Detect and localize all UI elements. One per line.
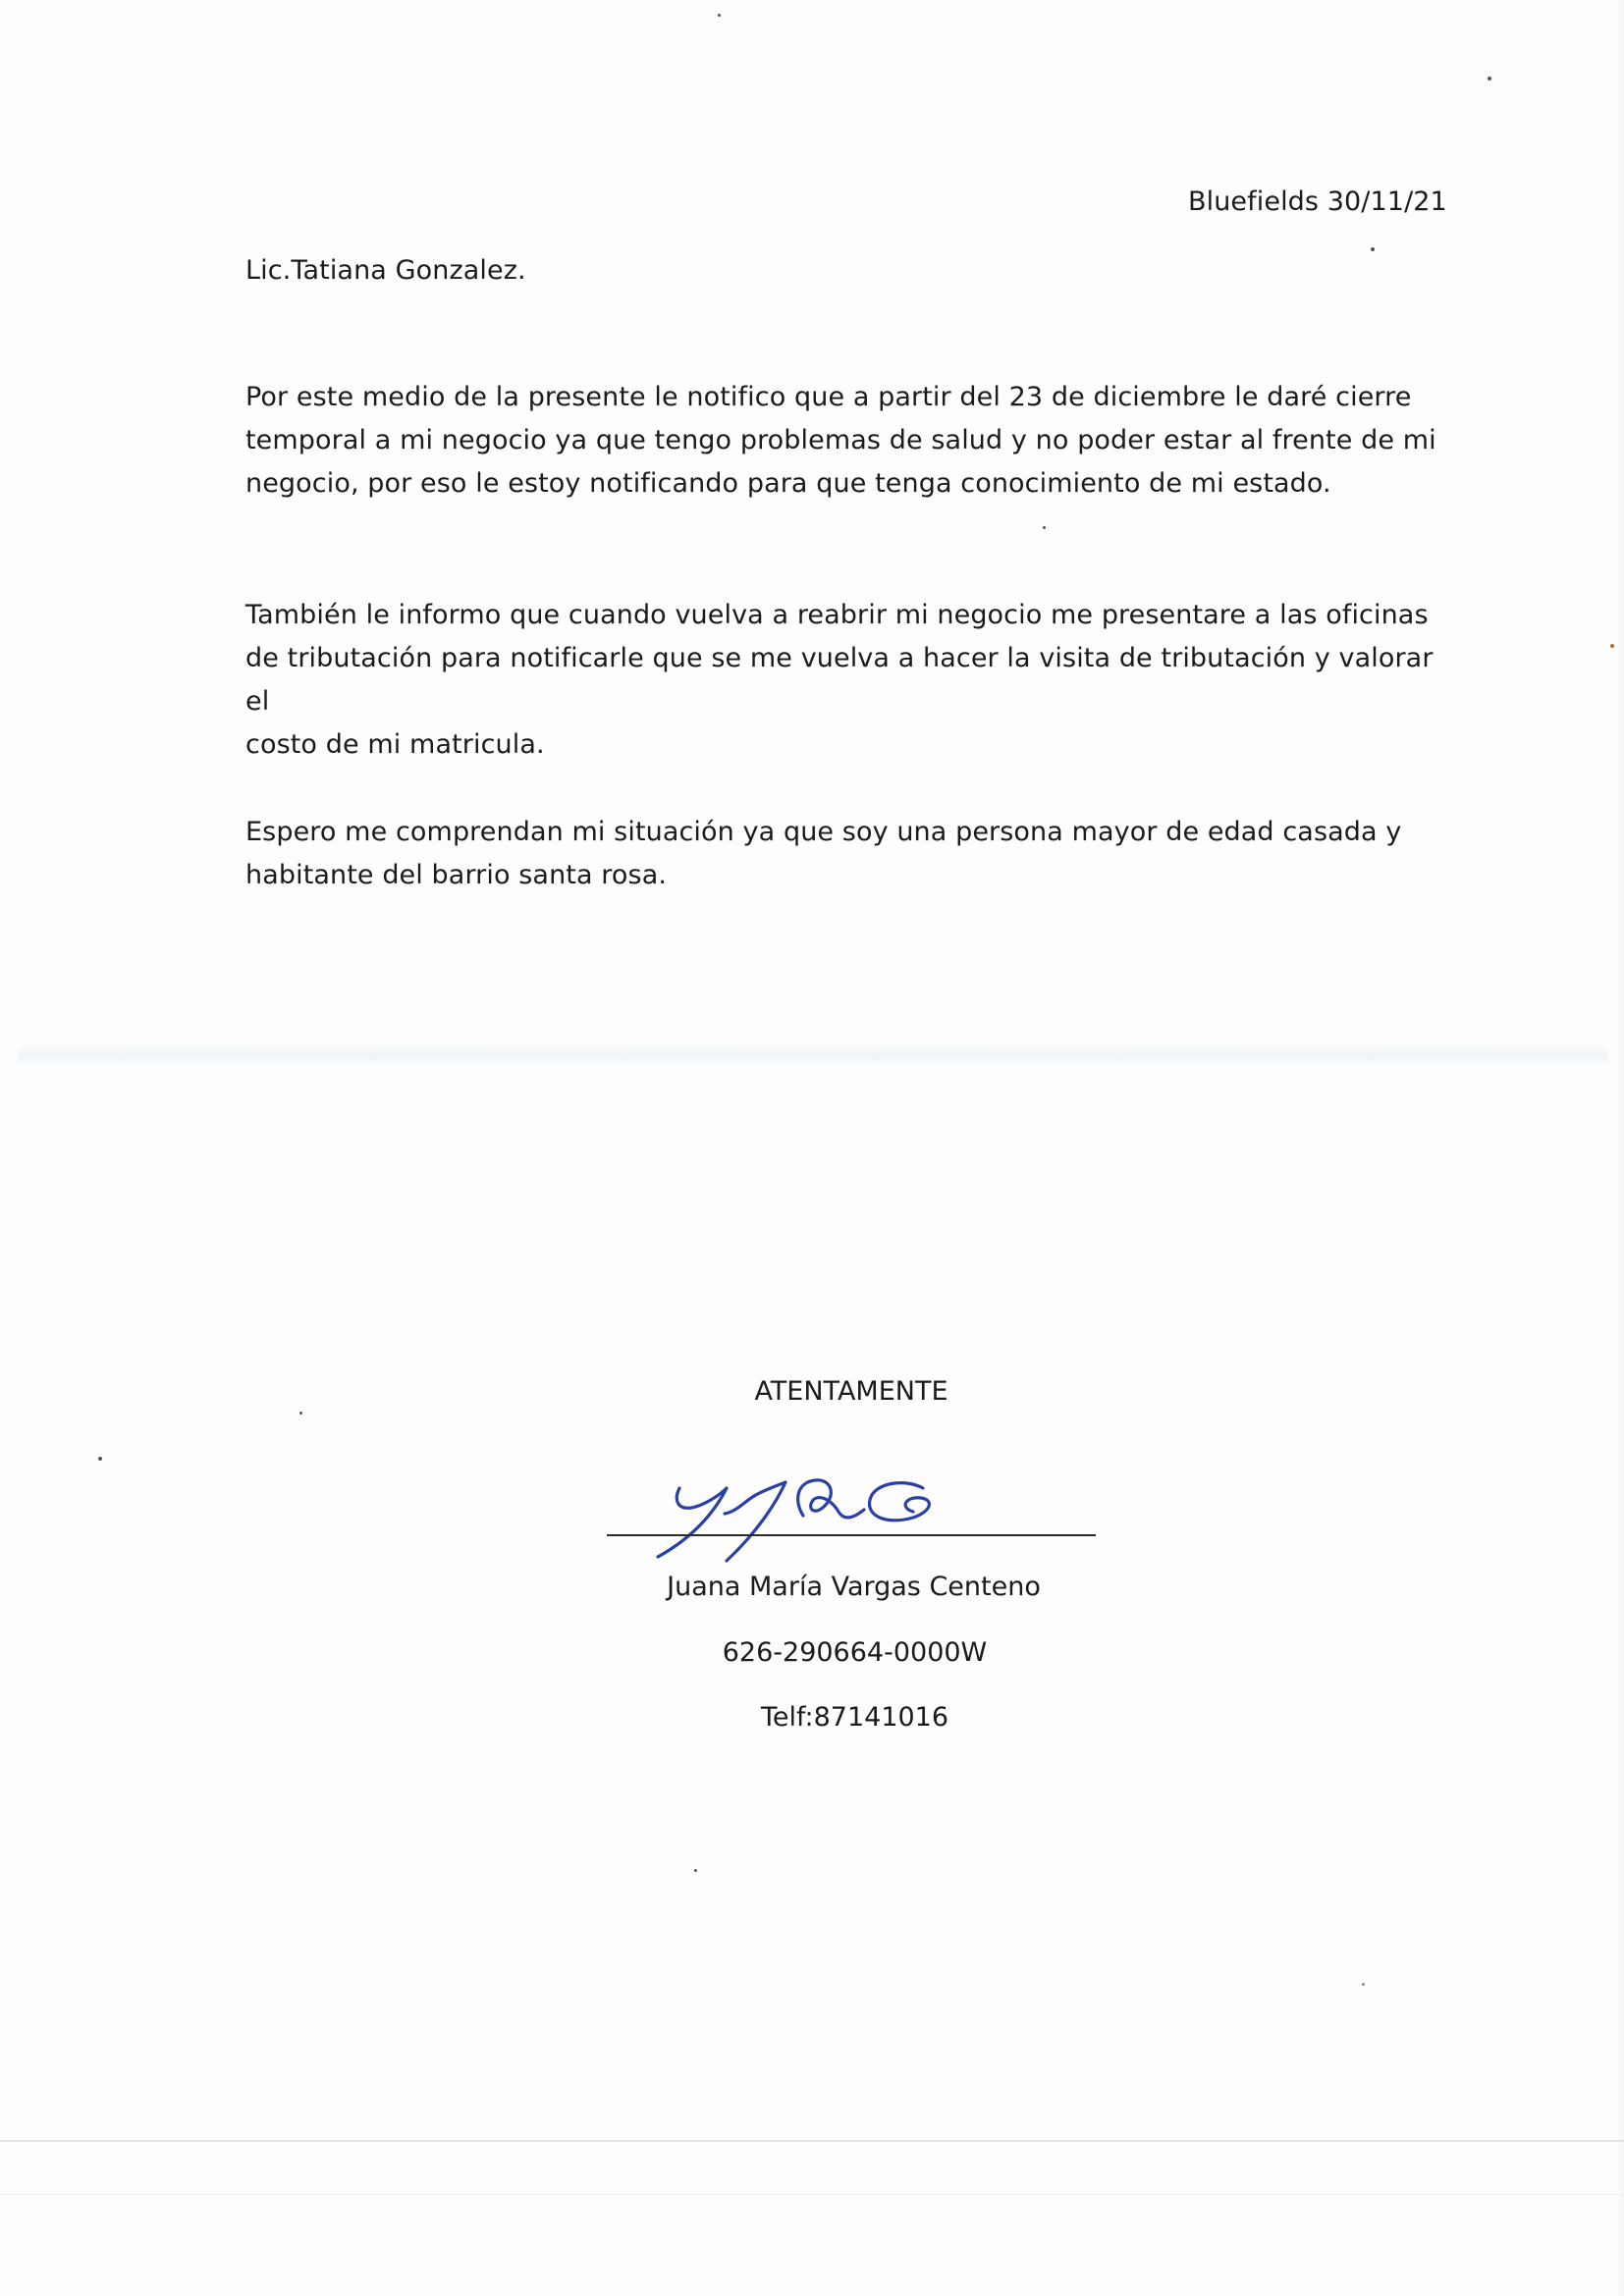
scan-speck — [1362, 1983, 1365, 1986]
scan-edge-right — [1616, 0, 1624, 2296]
paragraph-notification — [245, 376, 1463, 506]
signer-id-number: 626-290664-0000W — [722, 1637, 988, 1668]
scan-edge-bottom — [0, 2140, 1624, 2142]
scan-edge-bottom-secondary — [0, 2194, 1624, 2195]
paragraph-line: negocio, por eso le estoy notificando para que tenga conocimiento de mi estado. — [245, 468, 1331, 499]
scan-speck — [98, 1457, 102, 1461]
paragraph-line: de tributación para notificarle que se me vuelva a hacer la visita de tributación y valorar el — [245, 643, 1434, 717]
date-line: Bluefields 30/11/21 — [1188, 187, 1447, 217]
scan-speck — [1610, 644, 1614, 648]
paper-fold-line — [18, 1045, 1608, 1067]
signature-line — [607, 1534, 1096, 1536]
scan-speck — [1371, 247, 1375, 251]
closing-salutation: ATENTAMENTE — [754, 1376, 948, 1407]
scan-speck — [299, 1412, 302, 1415]
paragraph-line: Por este medio de la presente le notifico que a partir del 23 de diciembre le daré cierre — [245, 382, 1412, 412]
scan-speck — [1043, 526, 1046, 529]
scan-speck — [1488, 77, 1491, 80]
recipient: Lic.Tatiana Gonzalez. — [245, 255, 526, 286]
signer-phone: Telf:87141016 — [760, 1702, 949, 1733]
handwritten-signature — [628, 1453, 1041, 1580]
paragraph-line: temporal a mi negocio ya que tengo problemas de salud y no poder estar al frente de mi — [245, 425, 1436, 455]
paragraph-line: También le informo que cuando vuelva a reabrir mi negocio me presentare a las oficinas — [245, 600, 1429, 630]
scan-speck — [718, 14, 721, 17]
paragraph-line: habitante del barrio santa rosa. — [245, 860, 668, 890]
scan-speck — [694, 1869, 697, 1872]
signer-name: Juana María Vargas Centeno — [667, 1572, 1041, 1602]
paragraph-line: costo de mi matricula. — [245, 729, 545, 760]
paragraph-situation — [245, 811, 1463, 897]
paragraph-reopening — [245, 594, 1463, 767]
paragraph-line: Espero me comprendan mi situación ya que soy una persona mayor de edad casada y — [245, 817, 1402, 847]
